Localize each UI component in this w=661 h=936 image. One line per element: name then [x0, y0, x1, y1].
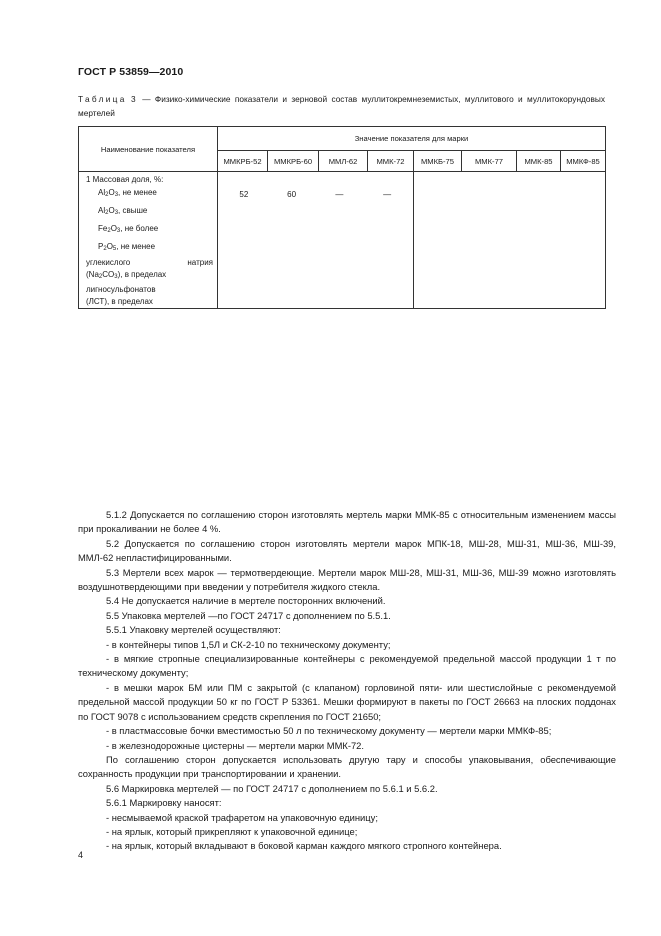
fe2o3-label: $Fe_2O_3$, не более: [98, 224, 159, 234]
merged-cell-1-4: [218, 172, 414, 309]
paragraph: 5.1.2 Допускается по соглашению сторон изготовлять мертель марки ММК-85 с относительным изменением массы при прокаливании не более 4 %.: [78, 509, 616, 535]
soda-label-line1: углекислого натрия: [86, 258, 213, 267]
caption-title: — Физико-химические показатели и зерновой состав муллитокремнеземистых, муллитового и муллитокорундовых мертелей: [78, 94, 605, 118]
caption-number: 3: [131, 94, 138, 104]
value-cell: —: [335, 190, 344, 199]
value-cell: 52: [239, 190, 249, 199]
paragraph: По соглашению сторон допускается использовать другую тару и способы упаковывания, обеспечивающие сохранность продукции при транспортировании и хранении.: [78, 753, 616, 780]
standard-header: ГОСТ Р 53859—2010: [78, 66, 184, 78]
paragraph: 5.6 Маркировка мертелей — по ГОСТ 24717 с дополнением по 5.6.1 и 5.6.2.: [106, 782, 438, 794]
name-column-header: Наименование показателя: [79, 127, 218, 172]
paragraph: - на ярлык, который прикрепляют к упаковочной единице;: [106, 825, 358, 837]
brand-header: ММЛ-62: [319, 151, 368, 172]
lst-label-line1: лигносульфонатов: [86, 285, 156, 294]
brand-header: ММКРБ-52: [218, 151, 268, 172]
properties-table: [78, 126, 606, 309]
brand-header: ММКБ-75: [414, 151, 462, 172]
lst-label-line2: (ЛСТ), в пределах: [86, 297, 153, 306]
page-number: 4: [78, 850, 84, 860]
table-row-mass-fraction: [79, 172, 606, 309]
al2o3-above-label: $Al_2O_3$, свыше: [98, 206, 148, 216]
paragraph: - в контейнеры типов 1,5Л и СК-2-10 по техническому документу;: [106, 638, 391, 650]
paragraph: - несмываемой краской трафаретом на упаковочную единицу;: [106, 811, 378, 823]
paragraph: - на ярлык, который вкладывают в боковой карман каждого мягкого стропного контейнера.: [106, 840, 502, 852]
value-cell: 60: [287, 190, 297, 199]
brand-header: ММКРБ-60: [268, 151, 319, 172]
brand-header: ММК-77: [462, 151, 517, 172]
paragraph: 5.6.1 Маркировку наносят:: [106, 797, 222, 809]
caption-label: Таблица: [78, 94, 127, 104]
soda-label-line2: $(Na_2CO_3)$, в пределах: [86, 270, 167, 280]
group-title: 1 Массовая доля, %:: [86, 175, 164, 184]
value-cell: —: [383, 190, 392, 199]
paragraph: - в мягкие стропные специализированные контейнеры с рекомендуемой предельной массой продукции 1 т по техническому документу;: [78, 653, 616, 679]
values-column-header: Значение показателя для марки: [218, 127, 606, 151]
al2o3-min-label: $Al_2O_3$, не менее: [98, 188, 157, 198]
paragraph: 5.3 Мертели всех марок — термотвердеющие. Мертели марок МШ-28, МШ-31, МШ-36, МШ-39 можно изготовлять воздушнотвердеющими при введении у потребителя жидкого стекла.: [78, 566, 616, 593]
paragraph: - в пластмассовые бочки вместимостью 50 л по техническому документу — мертели марки ММКФ-85;: [106, 725, 552, 737]
body-text: [78, 508, 616, 854]
p2o5-label: $P_2O_5$, не менее: [98, 242, 156, 252]
paragraph: 5.5.1 Упаковку мертелей осуществляют:: [106, 624, 281, 636]
paragraph: 5.5 Упаковка мертелей —по ГОСТ 24717 с дополнением по 5.5.1.: [106, 609, 391, 621]
brand-header: ММК-72: [368, 151, 414, 172]
brand-header: ММКФ-85: [561, 151, 606, 172]
paragraph: 5.4 Не допускается наличие в мертеле посторонних включений.: [106, 595, 386, 607]
row-name: [79, 172, 218, 309]
table-caption: [78, 93, 605, 120]
paragraph: 5.2 Допускается по соглашению сторон изготовлять мертели марок МПК-18, МШ-28, МШ-31, МШ-36, МШ-39, ММЛ-62 непластифицированными.: [78, 537, 616, 564]
paragraph: - в мешки марок БМ или ПМ с закрытой (с клапаном) горловиной пяти- или шестислойные с рекомендуемой предельной массой продукции 50 кг по ГОСТ Р 53361. Мешки формируют в пакеты по ГОСТ 26663 на плоских поддонах по ГОСТ 9078 с использованием средств скрепления по ГОСТ 21650;: [78, 681, 616, 722]
merged-cell-5-8: [414, 172, 606, 309]
paragraph: - в железнодорожные цистерны — мертели марки ММК-72.: [106, 739, 364, 751]
brand-header: ММК-85: [517, 151, 561, 172]
